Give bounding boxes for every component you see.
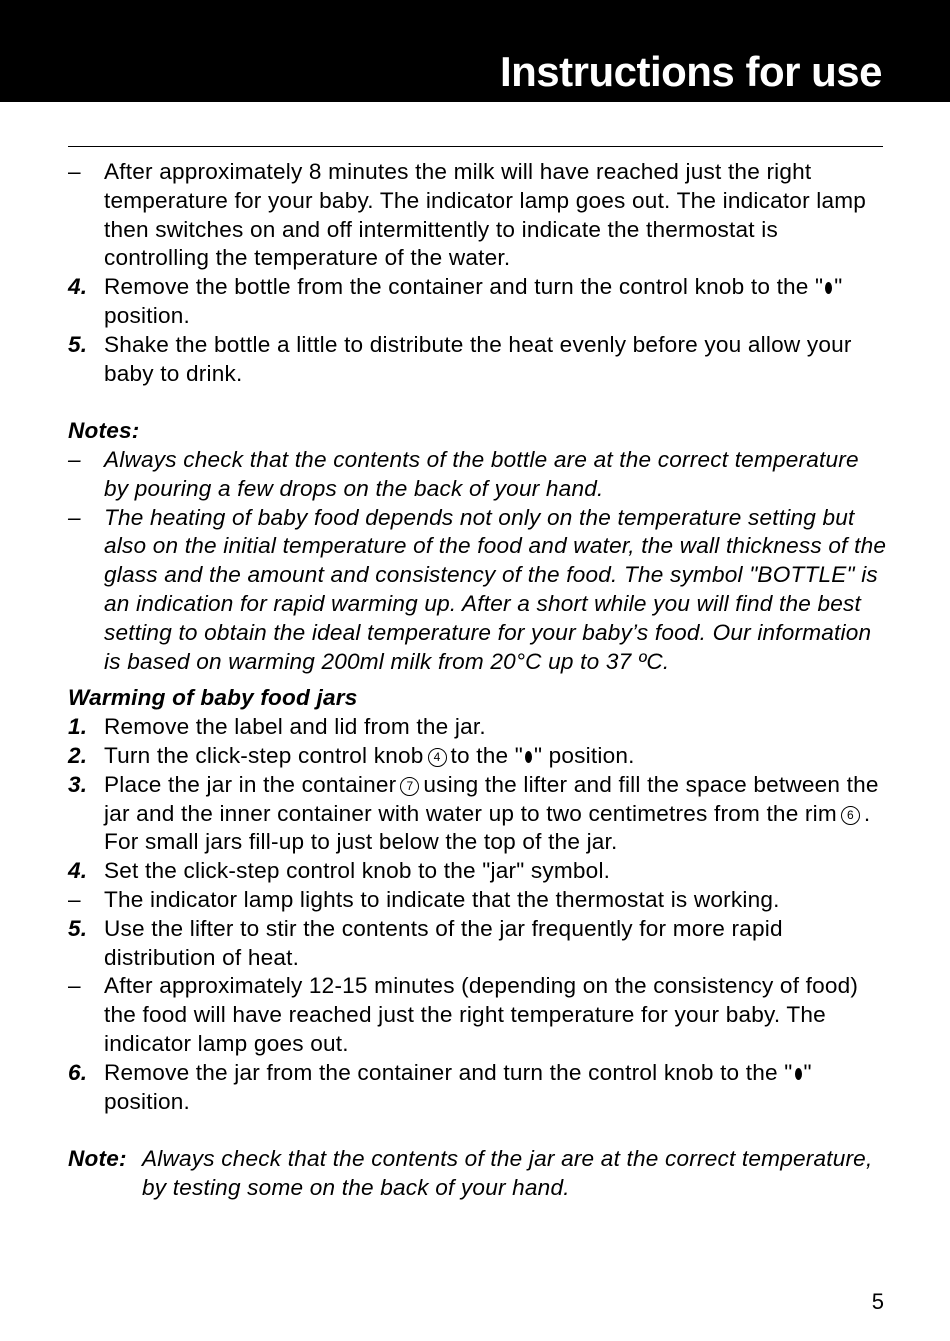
list-item-text: The indicator lamp lights to indicate that the thermostat is working. xyxy=(104,886,780,912)
list-marker: 6. xyxy=(68,1059,88,1085)
list-marker: 3. xyxy=(68,771,88,797)
list-item-text: Turn the click-step control knob 4 to the " " position. xyxy=(104,742,635,768)
list-item-text: Place the jar in the container 7 using the lifter and fill the space between the jar and the inner container with water up to two centimetres from the rim 6 . For small jars fill-up to just below the top of the jar. xyxy=(104,771,879,855)
list-item-text: Remove the jar from the container and turn the control knob to the " " position. xyxy=(104,1059,812,1114)
list-marker: 4. xyxy=(68,858,88,884)
list-marker: – xyxy=(68,504,81,530)
list-item xyxy=(68,972,888,1058)
list-item xyxy=(68,158,888,273)
note-text: Always check that the contents of the jar are at the correct temperature, by testing some on the back of your hand. xyxy=(142,1146,873,1200)
header-bar xyxy=(0,0,950,102)
list-item-text: Shake the bottle a little to distribute the heat evenly before you allow your baby to drink. xyxy=(104,331,852,386)
list-item-text: Always check that the contents of the bottle are at the correct temperature by pouring a few drops on the back of your hand. xyxy=(104,446,859,501)
list-item xyxy=(68,273,888,331)
list-marker: 5. xyxy=(68,915,88,941)
off-position-icon xyxy=(825,282,832,294)
reference-number-badge: 6 xyxy=(841,806,860,825)
list-item-text: After approximately 12-15 minutes (depending on the consistency of food) the food will have reached just the right temperature for your baby. The indicator lamp goes out. xyxy=(104,973,859,1056)
note-label: Note: xyxy=(68,1146,127,1172)
divider xyxy=(68,146,883,147)
list-item xyxy=(68,713,888,742)
list-marker: 1. xyxy=(68,714,88,740)
page-title: Instructions for use xyxy=(499,48,882,95)
list-item-text: Use the lifter to stir the contents of the jar frequently for more rapid distribution of heat. xyxy=(104,915,783,970)
list-item-text: Remove the label and lid from the jar. xyxy=(104,714,486,740)
list-item xyxy=(68,915,888,973)
document-body xyxy=(68,158,888,1203)
list-item-text: After approximately 8 minutes the milk will have reached just the right temperature for your baby. The indicator lamp goes out. The indicator lamp then switches on and off intermittently to indicate the thermostat is controlling the temperature of the water. xyxy=(104,159,867,271)
final-note xyxy=(68,1145,888,1203)
list-item-text: Remove the bottle from the container and turn the control knob to the " " position. xyxy=(104,274,843,328)
section-heading: Warming of baby food jars xyxy=(68,685,358,711)
list-item xyxy=(68,742,888,771)
list-item xyxy=(68,331,888,389)
list-marker: – xyxy=(68,886,81,912)
list-marker: – xyxy=(68,446,81,472)
list-item xyxy=(68,771,888,857)
reference-number-badge: 4 xyxy=(428,748,447,767)
list-marker: 5. xyxy=(68,331,88,357)
list-marker: 4. xyxy=(68,274,88,300)
list-item-text: The heating of baby food depends not only on the temperature setting but also on the initial temperature of the food and water, the wall thickness of the glass and the amount and consistency of the food. The symbol "BOTTLE" is an indication for rapid warming up. After a short while you will find the best setting to obtain the ideal temperature for your baby’s food. Our information is based on warming 200ml milk from 20°C up to 37 ºC. xyxy=(104,504,887,674)
list-item xyxy=(68,857,888,886)
list-item xyxy=(68,886,888,915)
list-item xyxy=(68,504,888,677)
notes-heading: Notes: xyxy=(68,418,140,444)
page-number: 5 xyxy=(871,1289,884,1314)
list-item-text: Set the click-step control knob to the "jar" symbol. xyxy=(104,858,611,884)
list-marker: 2. xyxy=(68,742,88,768)
off-position-icon xyxy=(795,1068,802,1080)
reference-number-badge: 7 xyxy=(400,777,419,796)
list-marker: – xyxy=(68,159,81,184)
list-item xyxy=(68,446,888,504)
list-marker: – xyxy=(68,973,81,999)
off-position-icon xyxy=(525,751,532,763)
list-item xyxy=(68,1059,888,1117)
